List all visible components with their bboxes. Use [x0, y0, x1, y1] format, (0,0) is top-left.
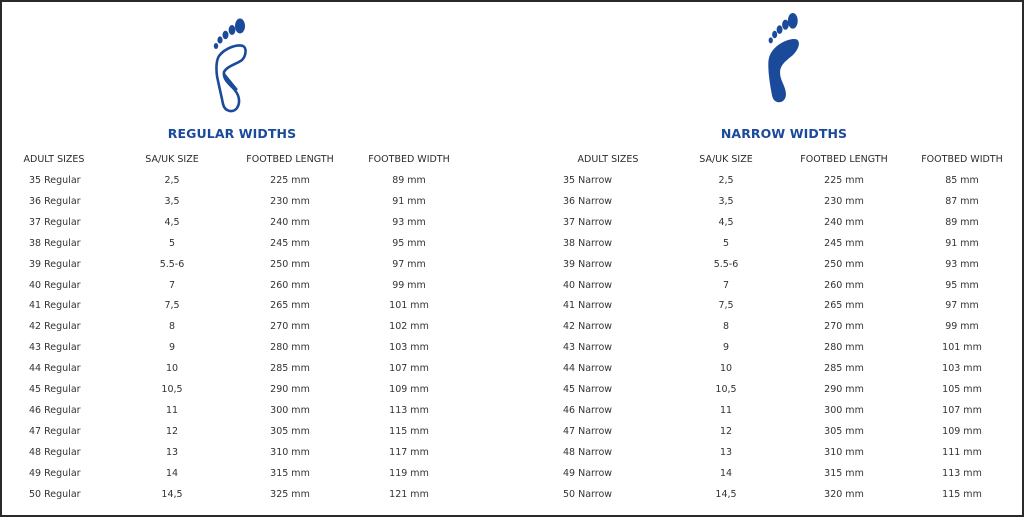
cell-adult-size: 41 Regular [29, 300, 81, 312]
cell-sa-uk-size: 10 [719, 363, 733, 375]
cell-footbed-length: 245 mm [824, 237, 864, 249]
cell-sa-uk-size: 3,5 [718, 195, 734, 207]
cell-adult-size: 47 Narrow [563, 425, 613, 437]
narrow-widths-title: NARROW WIDTHS [720, 126, 848, 141]
header-footbed-length: FOOTBED LENGTH [800, 154, 888, 165]
cell-footbed-width: 102 mm [389, 321, 429, 333]
cell-adult-size: 36 Regular [29, 195, 81, 207]
cell-sa-uk-size: 10,5 [161, 384, 183, 395]
cell-footbed-length: 270 mm [270, 321, 310, 333]
cell-footbed-width: 113 mm [942, 467, 982, 479]
cell-sa-uk-size: 14,5 [161, 488, 183, 500]
cell-sa-uk-size: 4,5 [718, 216, 734, 228]
table-row [542, 362, 1024, 382]
table-row [542, 216, 1024, 236]
table-row [2, 383, 514, 403]
cell-footbed-width: 85 mm [945, 175, 979, 186]
foot-solid-icon [762, 10, 804, 108]
cell-footbed-length: 240 mm [270, 216, 310, 228]
cell-footbed-length: 320 mm [824, 488, 864, 500]
cell-adult-size: 50 Narrow [563, 488, 613, 500]
cell-footbed-length: 260 mm [270, 279, 310, 291]
cell-sa-uk-size: 5 [168, 237, 176, 249]
cell-footbed-width: 115 mm [942, 488, 982, 500]
cell-sa-uk-size: 5.5-6 [159, 258, 185, 270]
cell-footbed-length: 315 mm [824, 467, 864, 479]
cell-adult-size: 47 Regular [29, 425, 81, 437]
cell-sa-uk-size: 12 [165, 425, 179, 437]
cell-adult-size: 37 Regular [29, 216, 81, 228]
cell-footbed-width: 97 mm [392, 258, 426, 270]
table-row [542, 446, 1024, 466]
regular-widths-title: REGULAR WIDTHS [167, 126, 297, 141]
table-row [2, 404, 514, 424]
cell-sa-uk-size: 2,5 [718, 175, 734, 186]
cell-adult-size: 42 Narrow [563, 321, 613, 333]
cell-footbed-width: 111 mm [942, 446, 982, 458]
table-row [542, 341, 1024, 361]
cell-footbed-length: 305 mm [824, 425, 864, 437]
table-row [2, 195, 514, 215]
table-row [2, 467, 514, 487]
cell-adult-size: 38 Narrow [563, 237, 613, 249]
cell-footbed-length: 260 mm [824, 279, 864, 291]
header-sa-uk-size: SA/UK SIZE [699, 154, 753, 165]
cell-adult-size: 38 Regular [29, 237, 81, 249]
cell-adult-size: 36 Narrow [563, 195, 613, 207]
narrow-widths-panel [542, 2, 1024, 515]
cell-footbed-length: 250 mm [270, 258, 310, 270]
cell-sa-uk-size: 14 [719, 467, 733, 479]
table-row [542, 174, 1024, 194]
table-row [542, 488, 1024, 508]
cell-footbed-length: 310 mm [270, 446, 310, 458]
cell-adult-size: 48 Regular [29, 446, 81, 458]
cell-adult-size: 39 Narrow [563, 258, 613, 270]
cell-sa-uk-size: 9 [722, 342, 730, 354]
table-row [2, 279, 514, 299]
cell-sa-uk-size: 11 [719, 404, 733, 416]
cell-footbed-width: 117 mm [389, 446, 429, 458]
cell-sa-uk-size: 2,5 [164, 175, 180, 186]
cell-adult-size: 49 Regular [29, 467, 81, 479]
table-row [2, 341, 514, 361]
table-header [542, 153, 1024, 173]
table-row [2, 174, 514, 194]
cell-footbed-length: 240 mm [824, 216, 864, 228]
cell-footbed-length: 225 mm [270, 175, 310, 186]
cell-sa-uk-size: 13 [165, 446, 179, 458]
cell-footbed-length: 250 mm [824, 258, 864, 270]
cell-adult-size: 44 Regular [29, 363, 81, 375]
cell-sa-uk-size: 11 [165, 404, 179, 416]
cell-footbed-length: 270 mm [824, 321, 864, 333]
cell-footbed-length: 265 mm [824, 300, 864, 312]
cell-sa-uk-size: 14,5 [715, 488, 737, 500]
table-header [2, 153, 514, 173]
cell-footbed-length: 305 mm [270, 425, 310, 437]
cell-footbed-width: 91 mm [945, 237, 979, 249]
cell-adult-size: 39 Regular [29, 258, 81, 270]
cell-sa-uk-size: 13 [719, 446, 733, 458]
cell-footbed-length: 325 mm [270, 488, 310, 500]
table-row [2, 425, 514, 445]
cell-footbed-width: 121 mm [389, 488, 429, 500]
cell-footbed-length: 230 mm [824, 195, 864, 207]
cell-footbed-width: 101 mm [942, 342, 982, 354]
cell-sa-uk-size: 12 [719, 425, 733, 437]
cell-sa-uk-size: 8 [722, 321, 730, 333]
cell-footbed-length: 280 mm [824, 342, 864, 354]
table-row [542, 425, 1024, 445]
cell-footbed-length: 300 mm [270, 404, 310, 416]
table-row [542, 195, 1024, 215]
cell-sa-uk-size: 7,5 [164, 300, 180, 312]
cell-footbed-width: 105 mm [942, 384, 982, 395]
header-adult-sizes: ADULT SIZES [577, 154, 639, 165]
cell-adult-size: 40 Narrow [563, 279, 613, 291]
cell-sa-uk-size: 7,5 [718, 300, 734, 312]
header-sa-uk-size: SA/UK SIZE [145, 154, 199, 165]
cell-footbed-length: 300 mm [824, 404, 864, 416]
cell-footbed-width: 103 mm [389, 342, 429, 354]
cell-footbed-width: 109 mm [389, 384, 429, 395]
header-adult-sizes: ADULT SIZES [23, 154, 85, 165]
cell-adult-size: 41 Narrow [563, 300, 613, 312]
cell-footbed-length: 230 mm [270, 195, 310, 207]
cell-footbed-length: 245 mm [270, 237, 310, 249]
cell-footbed-width: 87 mm [945, 195, 979, 207]
cell-footbed-length: 290 mm [270, 384, 310, 395]
cell-footbed-width: 107 mm [389, 363, 429, 375]
table-row [542, 237, 1024, 257]
cell-adult-size: 42 Regular [29, 321, 81, 333]
cell-footbed-width: 101 mm [389, 300, 429, 312]
cell-sa-uk-size: 9 [168, 342, 176, 354]
cell-sa-uk-size: 10,5 [715, 384, 737, 395]
foot-outline-icon [207, 16, 249, 116]
cell-adult-size: 35 Regular [29, 175, 81, 186]
cell-footbed-width: 93 mm [392, 216, 426, 228]
regular-widths-panel [2, 2, 514, 515]
cell-footbed-width: 93 mm [945, 258, 979, 270]
table-row [542, 320, 1024, 340]
cell-footbed-length: 280 mm [270, 342, 310, 354]
table-row [542, 279, 1024, 299]
cell-sa-uk-size: 7 [168, 279, 176, 291]
table-row [2, 299, 514, 319]
cell-sa-uk-size: 8 [168, 321, 176, 333]
cell-sa-uk-size: 4,5 [164, 216, 180, 228]
cell-sa-uk-size: 10 [165, 363, 179, 375]
cell-footbed-length: 285 mm [270, 363, 310, 375]
cell-footbed-width: 99 mm [945, 321, 979, 333]
cell-footbed-length: 225 mm [824, 175, 864, 186]
cell-adult-size: 37 Narrow [563, 216, 613, 228]
cell-footbed-width: 109 mm [942, 425, 982, 437]
cell-footbed-width: 119 mm [389, 467, 429, 479]
cell-adult-size: 48 Narrow [563, 446, 613, 458]
cell-footbed-length: 285 mm [824, 363, 864, 375]
cell-footbed-width: 103 mm [942, 363, 982, 375]
cell-adult-size: 50 Regular [29, 488, 81, 500]
cell-adult-size: 46 Narrow [563, 404, 613, 416]
cell-footbed-width: 95 mm [945, 279, 979, 291]
table-row [542, 404, 1024, 424]
cell-footbed-width: 99 mm [392, 279, 426, 291]
cell-adult-size: 43 Regular [29, 342, 81, 354]
header-footbed-width: FOOTBED WIDTH [921, 154, 1003, 165]
table-row [2, 362, 514, 382]
table-row [2, 446, 514, 466]
table-row [542, 258, 1024, 278]
cell-sa-uk-size: 14 [165, 467, 179, 479]
cell-sa-uk-size: 3,5 [164, 195, 180, 207]
cell-adult-size: 43 Narrow [563, 342, 613, 354]
cell-adult-size: 44 Narrow [563, 363, 613, 375]
cell-sa-uk-size: 7 [722, 279, 730, 291]
cell-footbed-width: 107 mm [942, 404, 982, 416]
cell-adult-size: 40 Regular [29, 279, 81, 291]
cell-footbed-width: 113 mm [389, 404, 429, 416]
cell-footbed-length: 315 mm [270, 467, 310, 479]
cell-footbed-width: 89 mm [392, 175, 426, 186]
cell-footbed-width: 97 mm [945, 300, 979, 312]
cell-footbed-width: 95 mm [392, 237, 426, 249]
table-row [542, 467, 1024, 487]
table-row [542, 299, 1024, 319]
table-row [2, 488, 514, 508]
table-row [2, 258, 514, 278]
cell-sa-uk-size: 5 [722, 237, 730, 249]
header-footbed-width: FOOTBED WIDTH [368, 154, 450, 165]
cell-adult-size: 46 Regular [29, 404, 81, 416]
table-row [2, 216, 514, 236]
cell-adult-size: 49 Narrow [563, 467, 613, 479]
cell-sa-uk-size: 5.5-6 [713, 258, 739, 270]
cell-footbed-width: 89 mm [945, 216, 979, 228]
table-row [2, 237, 514, 257]
table-row [542, 383, 1024, 403]
cell-footbed-width: 91 mm [392, 195, 426, 207]
header-footbed-length: FOOTBED LENGTH [246, 154, 334, 165]
cell-footbed-length: 265 mm [270, 300, 310, 312]
cell-footbed-width: 115 mm [389, 425, 429, 437]
cell-footbed-length: 310 mm [824, 446, 864, 458]
cell-footbed-length: 290 mm [824, 384, 864, 395]
cell-adult-size: 45 Narrow [563, 384, 613, 395]
table-row [2, 320, 514, 340]
cell-adult-size: 45 Regular [29, 384, 81, 395]
cell-adult-size: 35 Narrow [563, 175, 613, 186]
